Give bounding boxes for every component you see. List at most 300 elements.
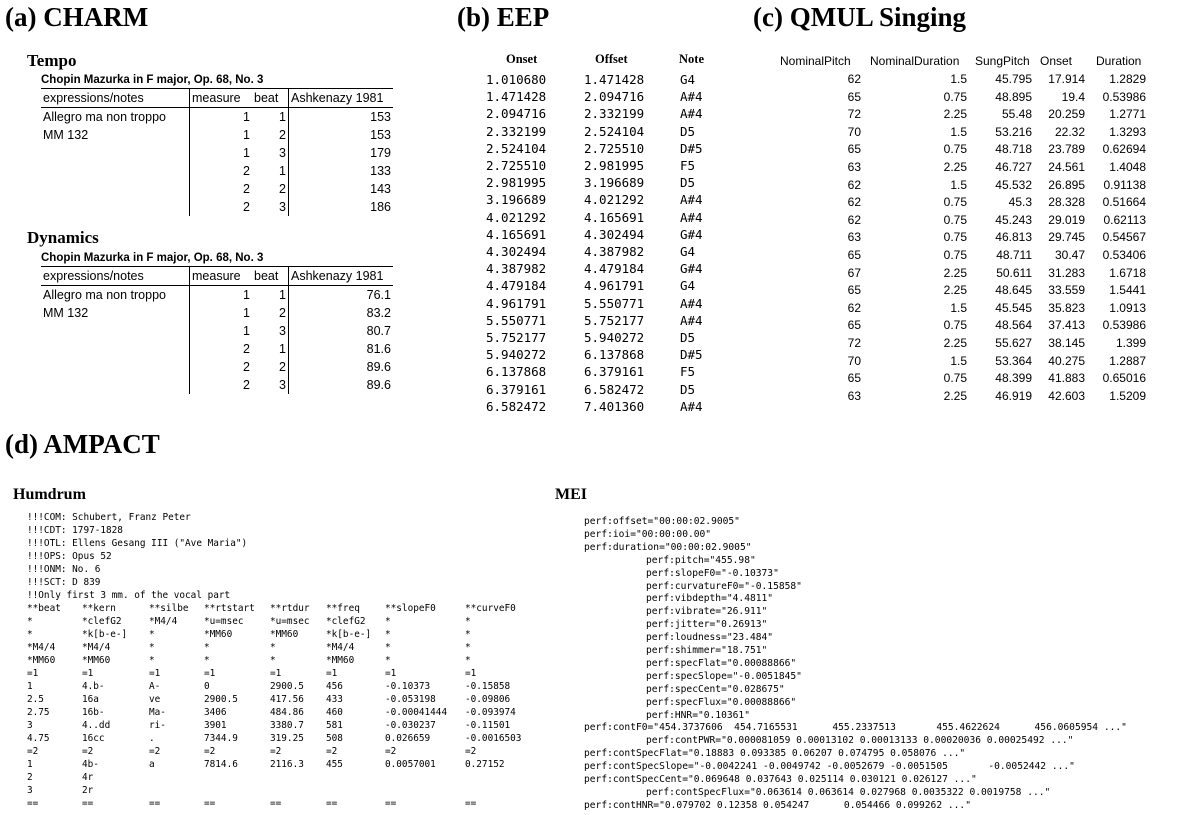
humdrum-cell: == bbox=[326, 798, 338, 809]
tempo-cell: Allegro ma non troppo bbox=[43, 110, 166, 124]
qmul-cell: 1.0913 bbox=[1109, 300, 1146, 315]
qmul-cell: 35.823 bbox=[1048, 300, 1085, 315]
qmul-cell: 42.603 bbox=[1048, 388, 1085, 403]
dynamics-cell: 80.7 bbox=[289, 322, 394, 340]
qmul-cell: 55.48 bbox=[1001, 107, 1032, 122]
humdrum-cell: **silbe bbox=[149, 603, 189, 614]
humdrum-meta-line: !!!OPS: Opus 52 bbox=[27, 551, 112, 562]
humdrum-cell: * bbox=[465, 642, 471, 653]
dynamics-cell: 2 bbox=[190, 358, 253, 376]
table-row bbox=[41, 286, 393, 305]
dynamics-table-body bbox=[41, 267, 393, 395]
qmul-cell: 45.3 bbox=[1008, 195, 1032, 210]
qmul-header-nominal-pitch: NominalPitch bbox=[780, 54, 851, 68]
humdrum-cell: 508 bbox=[326, 733, 343, 744]
humdrum-cell: *clefG2 bbox=[326, 616, 366, 627]
humdrum-cell: **freq bbox=[326, 603, 360, 614]
tempo-cell: 2 bbox=[279, 182, 286, 196]
dynamics-cell bbox=[41, 340, 190, 358]
dynamics-cell: 1 bbox=[279, 342, 286, 356]
humdrum-cell: =1 bbox=[270, 668, 282, 679]
humdrum-cell: == bbox=[270, 798, 282, 809]
humdrum-cell: *MM60 bbox=[204, 629, 233, 640]
humdrum-cell: **rtstart bbox=[204, 603, 255, 614]
dynamics-header-cell: beat bbox=[252, 267, 289, 286]
humdrum-cell: -0.093974 bbox=[465, 707, 516, 718]
dynamics-cell: 89.6 bbox=[289, 358, 394, 376]
dynamics-cell: 89.6 bbox=[289, 376, 394, 394]
humdrum-cell: =1 bbox=[385, 668, 397, 679]
eep-cell: A#4 bbox=[680, 398, 703, 414]
qmul-cell: 62 bbox=[847, 72, 861, 86]
mei-line: perf:specFlux="0.00088866" bbox=[646, 696, 797, 708]
humdrum-cell: 2r bbox=[82, 785, 94, 796]
mei-line: perf:specCent="0.028675" bbox=[646, 683, 785, 695]
dynamics-cell bbox=[41, 322, 190, 340]
humdrum-cell: == bbox=[149, 798, 161, 809]
humdrum-cell: 4.b- bbox=[82, 681, 105, 692]
humdrum-cell: == bbox=[385, 798, 397, 809]
humdrum-cell: * bbox=[149, 642, 155, 653]
eep-cell: 4.961791 bbox=[584, 278, 645, 294]
qmul-cell: 0.62694 bbox=[1102, 142, 1146, 157]
mei-heading: MEI bbox=[555, 486, 587, 503]
qmul-cell: 70 bbox=[847, 124, 861, 139]
eep-cell: 4.021292 bbox=[486, 209, 547, 225]
humdrum-cell: a bbox=[149, 759, 155, 770]
humdrum-cell: **slopeF0 bbox=[385, 603, 436, 614]
qmul-cell: 1.2771 bbox=[1109, 107, 1146, 122]
qmul-cell: 1.5441 bbox=[1109, 283, 1146, 298]
panel-b-title: (b) EEP bbox=[457, 2, 550, 32]
qmul-cell: 0.75 bbox=[943, 248, 967, 262]
dynamics-cell: 1 bbox=[190, 322, 253, 340]
humdrum-meta-line: !!!SCT: D 839 bbox=[27, 577, 101, 588]
humdrum-cell: =2 bbox=[204, 746, 216, 757]
tempo-cell bbox=[41, 162, 190, 180]
eep-cell: 6.582472 bbox=[584, 381, 645, 397]
qmul-header-sung-pitch: SungPitch bbox=[975, 54, 1030, 68]
tempo-cell: 153 bbox=[289, 108, 394, 127]
qmul-cell: 29.745 bbox=[1048, 230, 1085, 245]
eep-cell: D5 bbox=[680, 123, 696, 139]
mei-line: perf:ioi="00:00:00.00" bbox=[584, 528, 712, 540]
eep-cell: 2.332199 bbox=[584, 106, 645, 122]
tempo-heading: Tempo bbox=[27, 51, 77, 70]
tempo-header-cell: beat bbox=[252, 89, 289, 108]
eep-cell: 6.137868 bbox=[584, 347, 645, 363]
humdrum-cell: 2 bbox=[27, 772, 33, 783]
table-row bbox=[41, 358, 393, 376]
eep-header-note: Note bbox=[679, 52, 704, 66]
humdrum-cell: 455 bbox=[326, 759, 343, 770]
qmul-cell: 41.883 bbox=[1048, 371, 1085, 386]
humdrum-cell: == bbox=[27, 798, 39, 809]
tempo-cell: 3 bbox=[279, 200, 286, 214]
dynamics-cell: 3 bbox=[279, 378, 286, 392]
humdrum-cell: **rtdur bbox=[270, 603, 310, 614]
tempo-header-cell: expressions/notes bbox=[41, 89, 190, 108]
dynamics-cell: 81.6 bbox=[289, 340, 394, 358]
humdrum-cell: * bbox=[270, 642, 276, 653]
mei-line: perf:contHNR="0.079702 0.12358 0.054247 0.054466 0.099262 ..." bbox=[584, 799, 971, 811]
qmul-cell: 1.2887 bbox=[1109, 353, 1146, 368]
qmul-cell: 1.5 bbox=[950, 124, 967, 139]
eep-cell: 5.550771 bbox=[486, 312, 547, 328]
qmul-cell: 0.53406 bbox=[1102, 248, 1146, 262]
dynamics-header-cell: measure bbox=[190, 267, 253, 286]
dynamics-cell: 1 bbox=[190, 304, 253, 322]
qmul-cell: 1.5 bbox=[950, 353, 967, 368]
eep-cell: A#4 bbox=[680, 89, 703, 105]
humdrum-cell: **beat bbox=[27, 603, 61, 614]
eep-cell: 2.981995 bbox=[486, 175, 547, 191]
eep-cell: G#4 bbox=[680, 261, 703, 277]
tempo-cell: 2 bbox=[190, 162, 253, 180]
humdrum-cell: A- bbox=[149, 681, 161, 692]
qmul-cell: 65 bbox=[847, 371, 861, 386]
panel-a-title: (a) CHARM bbox=[5, 2, 149, 32]
humdrum-cell: =1 bbox=[326, 668, 338, 679]
qmul-cell: 0.75 bbox=[943, 142, 967, 157]
eep-cell: 6.137868 bbox=[486, 364, 547, 380]
humdrum-cell: 0.026659 bbox=[385, 733, 431, 744]
qmul-cell: 62 bbox=[847, 212, 861, 227]
qmul-cell: 0.53986 bbox=[1102, 89, 1146, 104]
humdrum-meta-line: !!!OTL: Ellens Gesang III ("Ave Maria") bbox=[27, 538, 248, 549]
humdrum-cell: -0.00041444 bbox=[385, 707, 448, 718]
qmul-header-onset: Onset bbox=[1040, 54, 1073, 68]
humdrum-cell: 460 bbox=[326, 707, 343, 718]
humdrum-cell: . bbox=[149, 733, 155, 744]
humdrum-cell: 319.25 bbox=[270, 733, 304, 744]
qmul-cell: 65 bbox=[847, 248, 861, 262]
eep-cell: 2.524104 bbox=[486, 140, 547, 156]
eep-cell: 4.021292 bbox=[584, 192, 645, 208]
qmul-cell: 48.564 bbox=[995, 318, 1032, 333]
tempo-header-cell: measure bbox=[190, 89, 253, 108]
humdrum-cell: *u=msec bbox=[270, 616, 310, 627]
eep-cell: 2.725510 bbox=[486, 158, 547, 173]
humdrum-cell: 0.0057001 bbox=[385, 759, 436, 770]
humdrum-cell: *clefG2 bbox=[82, 616, 122, 627]
dynamics-cell: 2 bbox=[279, 360, 286, 374]
eep-cell: 2.332199 bbox=[486, 123, 547, 139]
eep-cell: 4.165691 bbox=[486, 226, 547, 242]
humdrum-cell: * bbox=[385, 655, 391, 666]
qmul-cell: 0.75 bbox=[943, 195, 967, 210]
qmul-cell: 20.259 bbox=[1048, 107, 1085, 122]
qmul-cell: 45.532 bbox=[995, 177, 1032, 192]
mei-line: perf:curvatureF0="-0.15858" bbox=[646, 580, 802, 592]
dynamics-cell: 2 bbox=[190, 376, 253, 394]
tempo-cell: 186 bbox=[289, 198, 394, 216]
eep-cell: A#4 bbox=[680, 106, 703, 122]
tempo-cell: 2 bbox=[279, 128, 286, 142]
humdrum-cell: 4b- bbox=[82, 759, 99, 770]
dynamics-cell: Allegro ma non troppo bbox=[43, 288, 166, 302]
humdrum-cell: *M4/4 bbox=[326, 642, 355, 653]
humdrum-cell: -0.053198 bbox=[385, 694, 436, 705]
humdrum-cell: =2 bbox=[385, 746, 397, 757]
humdrum-cell: 484.86 bbox=[270, 707, 304, 718]
qmul-cell: 70 bbox=[847, 353, 861, 368]
dynamics-cell: 2 bbox=[190, 340, 253, 358]
mei-line: perf:specFlat="0.00088866" bbox=[646, 657, 797, 669]
humdrum-cell: 2.5 bbox=[27, 694, 44, 705]
humdrum-heading: Humdrum bbox=[13, 486, 86, 503]
qmul-cell: 55.627 bbox=[995, 336, 1032, 350]
qmul-cell: 45.545 bbox=[995, 300, 1032, 315]
qmul-cell: 2.25 bbox=[943, 336, 967, 350]
humdrum-cell: == bbox=[204, 798, 216, 809]
dynamics-header-cell: expressions/notes bbox=[41, 267, 190, 286]
qmul-cell: 63 bbox=[847, 230, 861, 245]
humdrum-cell: =2 bbox=[270, 746, 282, 757]
qmul-cell: 65 bbox=[847, 142, 861, 157]
tempo-cell: 2 bbox=[190, 180, 253, 198]
qmul-cell: 72 bbox=[847, 336, 861, 350]
humdrum-cell: 7344.9 bbox=[204, 733, 238, 744]
eep-cell: A#4 bbox=[680, 295, 703, 311]
eep-cell: 1.010680 bbox=[486, 72, 547, 87]
humdrum-cell: * bbox=[149, 629, 155, 640]
dynamics-cell: 83.2 bbox=[289, 304, 394, 322]
humdrum-cell: -0.15858 bbox=[465, 681, 511, 692]
qmul-cell: 2.25 bbox=[943, 160, 967, 174]
eep-cell: G4 bbox=[680, 278, 696, 294]
qmul-cell: 0.91138 bbox=[1103, 177, 1146, 192]
eep-cell: 2.725510 bbox=[584, 140, 645, 156]
eep-cell: A#4 bbox=[680, 312, 703, 328]
eep-cell: 5.550771 bbox=[584, 295, 645, 311]
qmul-cell: 72 bbox=[847, 107, 861, 122]
humdrum-cell: == bbox=[82, 798, 94, 809]
tempo-table-caption: Chopin Mazurka in F major, Op. 68, No. 3 bbox=[41, 74, 264, 86]
humdrum-cell: *M4/4 bbox=[82, 642, 111, 653]
humdrum-cell: 433 bbox=[326, 694, 343, 705]
qmul-cell: 0.54567 bbox=[1102, 230, 1146, 245]
qmul-cell: 48.711 bbox=[996, 248, 1032, 262]
humdrum-meta-line: !!!COM: Schubert, Franz Peter bbox=[27, 512, 191, 523]
qmul-cell: 48.718 bbox=[995, 142, 1032, 157]
qmul-cell: 30.47 bbox=[1054, 248, 1085, 262]
tempo-cell: 1 bbox=[190, 126, 253, 144]
dynamics-header-row bbox=[41, 267, 393, 286]
tempo-cell: 3 bbox=[279, 146, 286, 160]
table-row bbox=[41, 376, 393, 394]
qmul-cell: 0.53986 bbox=[1102, 318, 1146, 333]
humdrum-cell: 16a bbox=[82, 694, 99, 705]
humdrum-code bbox=[27, 511, 547, 811]
eep-cell: F5 bbox=[680, 364, 696, 380]
qmul-cell: 37.413 bbox=[1048, 318, 1085, 333]
eep-header-offset: Offset bbox=[595, 52, 628, 66]
humdrum-cell: 4r bbox=[82, 772, 94, 783]
mei-line: perf:HNR="0.10361" bbox=[646, 709, 750, 721]
humdrum-cell: 4.75 bbox=[27, 733, 50, 744]
mei-line: perf:jitter="0.26913" bbox=[646, 619, 768, 631]
humdrum-cell: Ma- bbox=[149, 707, 166, 718]
humdrum-cell: ve bbox=[149, 694, 161, 705]
humdrum-cell: * bbox=[204, 642, 210, 653]
tempo-cell: 1 bbox=[190, 108, 253, 127]
humdrum-cell: =2 bbox=[326, 746, 338, 757]
mei-line: perf:contSpecFlux="0.063614 0.063614 0.027968 0.0035322 0.0019758 ..." bbox=[646, 786, 1051, 798]
humdrum-cell: *M4/4 bbox=[149, 616, 178, 627]
qmul-cell: 2.25 bbox=[943, 283, 967, 298]
qmul-cell: 0.65016 bbox=[1102, 371, 1146, 386]
qmul-cell: 48.399 bbox=[995, 371, 1032, 386]
eep-cell: G4 bbox=[680, 244, 696, 259]
humdrum-cell: 16b- bbox=[82, 707, 105, 718]
table-row bbox=[41, 304, 393, 322]
qmul-cell: 1.5209 bbox=[1109, 388, 1146, 403]
humdrum-cell: * bbox=[385, 629, 391, 640]
qmul-cell: 62 bbox=[847, 177, 861, 192]
eep-cell: 5.940272 bbox=[584, 330, 645, 345]
humdrum-cell: 3901 bbox=[204, 720, 227, 731]
qmul-cell: 24.561 bbox=[1048, 160, 1085, 174]
eep-cell: G#4 bbox=[680, 226, 703, 242]
humdrum-cell: =1 bbox=[82, 668, 94, 679]
qmul-cell: 62 bbox=[847, 195, 861, 210]
qmul-table bbox=[778, 50, 1198, 415]
humdrum-cell: 3 bbox=[27, 785, 33, 796]
mei-line: perf:slopeF0="-0.10373" bbox=[646, 567, 779, 579]
humdrum-cell: * bbox=[465, 616, 471, 627]
humdrum-meta-line: !!!CDT: 1797-1828 bbox=[27, 525, 123, 536]
humdrum-cell: *MM60 bbox=[27, 655, 56, 666]
dynamics-cell bbox=[41, 358, 190, 376]
qmul-cell: 2.25 bbox=[943, 265, 967, 280]
humdrum-cell: 16cc bbox=[82, 733, 105, 744]
eep-cell: D5 bbox=[680, 330, 696, 345]
eep-cell: 5.752177 bbox=[486, 330, 547, 345]
humdrum-cell: == bbox=[465, 798, 477, 809]
humdrum-cell: *M4/4 bbox=[27, 642, 56, 653]
eep-header-onset: Onset bbox=[506, 52, 538, 66]
humdrum-cell: 1 bbox=[27, 681, 33, 692]
humdrum-cell: * bbox=[270, 655, 276, 666]
qmul-cell: 1.399 bbox=[1115, 336, 1146, 350]
mei-line: perf:vibrate="26.911" bbox=[646, 606, 768, 618]
tempo-cell: 1 bbox=[279, 110, 286, 124]
humdrum-cell: -0.10373 bbox=[385, 681, 431, 692]
eep-cell: 5.940272 bbox=[486, 347, 547, 363]
humdrum-cell: 3 bbox=[27, 720, 33, 731]
qmul-cell: 65 bbox=[847, 283, 861, 298]
eep-cell: 3.196689 bbox=[486, 192, 547, 208]
humdrum-cell: -0.0016503 bbox=[465, 733, 522, 744]
humdrum-cell: *MM60 bbox=[82, 655, 111, 666]
humdrum-cell: *MM60 bbox=[326, 655, 355, 666]
table-row bbox=[41, 340, 393, 358]
humdrum-cell: 417.56 bbox=[270, 694, 304, 705]
eep-table bbox=[468, 50, 738, 414]
eep-cell: 4.479184 bbox=[584, 261, 645, 277]
eep-cell: 4.165691 bbox=[584, 209, 645, 225]
qmul-cell: 48.895 bbox=[995, 89, 1032, 104]
humdrum-cell: =2 bbox=[465, 746, 477, 757]
humdrum-cell: * bbox=[385, 642, 391, 653]
humdrum-cell: 0 bbox=[204, 681, 210, 692]
dynamics-cell: 3 bbox=[279, 324, 286, 338]
tempo-cell: 143 bbox=[289, 180, 394, 198]
table-row bbox=[41, 126, 393, 144]
tempo-cell: 2 bbox=[190, 198, 253, 216]
humdrum-cell: 456 bbox=[326, 681, 343, 692]
humdrum-cell: * bbox=[149, 655, 155, 666]
humdrum-cell: 0.27152 bbox=[465, 759, 505, 770]
qmul-cell: 67 bbox=[847, 265, 861, 280]
qmul-cell: 31.283 bbox=[1048, 265, 1085, 280]
qmul-cell: 0.51664 bbox=[1102, 195, 1146, 210]
qmul-cell: 65 bbox=[847, 318, 861, 333]
qmul-cell: 23.789 bbox=[1048, 142, 1085, 157]
mei-line: perf:contPWR="0.000081059 0.00013102 0.00013133 0.00020036 0.00025492 ..." bbox=[646, 735, 1074, 747]
mei-code bbox=[584, 515, 1196, 811]
table-row bbox=[41, 322, 393, 340]
mei-line: perf:duration="00:00:02.9005" bbox=[584, 541, 752, 553]
eep-cell: 2.094716 bbox=[584, 89, 645, 105]
eep-cell: 1.471428 bbox=[486, 89, 547, 105]
mei-line: perf:contSpecSlope="-0.0042241 -0.0049742 -0.0052679 -0.0051505 -0.0052442 ..." bbox=[584, 761, 1075, 773]
qmul-cell: 38.145 bbox=[1048, 336, 1085, 350]
eep-cell: 4.479184 bbox=[486, 278, 547, 294]
eep-cell: A#4 bbox=[680, 209, 703, 225]
tempo-cell: MM 132 bbox=[43, 128, 89, 142]
qmul-cell: 1.6718 bbox=[1109, 265, 1146, 280]
qmul-cell: 46.919 bbox=[995, 388, 1032, 403]
qmul-cell: 0.75 bbox=[943, 212, 967, 227]
qmul-cell: 1.5 bbox=[950, 72, 967, 86]
dynamics-cell: 76.1 bbox=[289, 286, 394, 305]
humdrum-cell: **kern bbox=[82, 603, 116, 614]
tempo-header-row bbox=[41, 89, 393, 108]
panel-c-title: (c) QMUL Singing bbox=[753, 2, 967, 32]
humdrum-cell: 2900.5 bbox=[204, 694, 238, 705]
humdrum-cell: =1 bbox=[465, 668, 477, 679]
humdrum-cell: 7814.6 bbox=[204, 759, 238, 770]
dynamics-cell: 1 bbox=[279, 288, 286, 302]
humdrum-meta-line: !!Only first 3 mm. of the vocal part bbox=[27, 590, 231, 601]
qmul-cell: 63 bbox=[847, 388, 861, 403]
qmul-cell: 62 bbox=[847, 300, 861, 315]
eep-cell: 6.582472 bbox=[486, 398, 547, 414]
tempo-cell: 1 bbox=[279, 164, 286, 178]
eep-cell: 7.401360 bbox=[584, 398, 645, 414]
qmul-cell: 48.645 bbox=[995, 283, 1032, 298]
tempo-cell bbox=[41, 180, 190, 198]
qmul-cell: 0.75 bbox=[943, 318, 967, 333]
humdrum-meta-line: !!!ONM: No. 6 bbox=[27, 564, 101, 575]
tempo-table bbox=[41, 72, 393, 216]
humdrum-cell: -0.09806 bbox=[465, 694, 511, 705]
tempo-cell: 153 bbox=[289, 126, 394, 144]
qmul-cell: 28.328 bbox=[1048, 195, 1085, 210]
mei-line: perf:shimmer="18.751" bbox=[646, 645, 768, 656]
qmul-cell: 0.75 bbox=[943, 230, 967, 245]
eep-cell: 2.981995 bbox=[584, 158, 645, 173]
humdrum-cell: 581 bbox=[326, 720, 343, 731]
eep-cell: 4.387982 bbox=[584, 244, 645, 259]
eep-cell: G4 bbox=[680, 72, 696, 87]
table-row bbox=[41, 198, 393, 216]
humdrum-cell: =2 bbox=[27, 746, 39, 757]
mei-line: perf:loudness="23.484" bbox=[646, 632, 774, 644]
qmul-cell: 19.4 bbox=[1061, 89, 1085, 104]
